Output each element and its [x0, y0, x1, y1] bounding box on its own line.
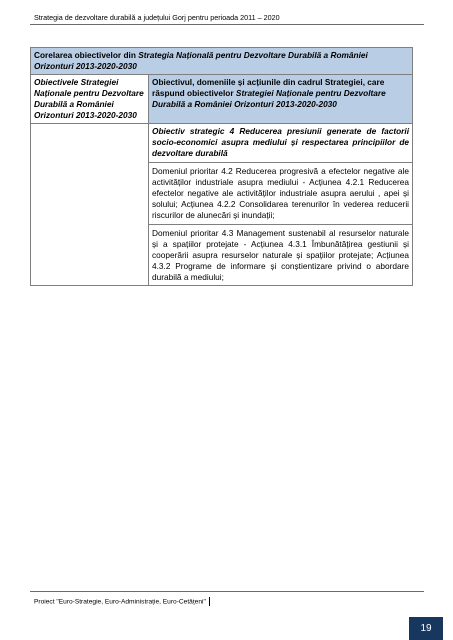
footer-separator — [209, 597, 210, 606]
correlation-table — [30, 47, 413, 286]
priority-domain-4-3: Domeniul prioritar 4.3 Management sustenabil al resurselor naturale și a spațiilor protejate - Acțiunea 4.3.1 Îmbunătățirea gestiunii și cooperării asupra resurselor naturale și spațiilor protejate; Acțiunea 4.3.2 Programe de informare și conștientizare privind o abordare durabilă a mediului; — [149, 224, 412, 283]
column-header-strategy-actions-italic: Strategiei Naționale pentru Dezvoltare Durabilă a României Orizonturi 2013-2020-2030 — [152, 88, 386, 109]
page-footer — [34, 597, 210, 606]
column-header-strategy-actions-prefix: Obiectivul, domeniile și acțiunile din cadrul Strategiei, care răspund obiectivelor — [152, 77, 385, 98]
column-header-national-objectives-text: Obiectivele Strategiei Naționale pentru Dezvoltare Durabilă a României Orizonturi 2013-2020-2030 — [34, 77, 144, 120]
table-title-strategy: Strategia Națională pentru Dezvoltare Durabilă a României Orizonturi 2013-2020-2030 — [34, 50, 368, 71]
priority-domain-4-2: Domeniul prioritar 4.2 Reducerea progresivă a efectelor negative ale activităților industriale asupra mediului - Acțiunea 4.2.1 Reducerea efectelor negative ale activităților industriale asupra aerului , apei și solului; Acțiunea 4.2.2 Consolidarea terenurilor în vederea reducerii riscurilor de alunecări și inundații; — [149, 162, 412, 221]
national-objective-cell — [31, 124, 149, 286]
table-title-prefix: Corelarea obiectivelor din — [34, 50, 139, 60]
page-header: Strategia de dezvoltare durabilă a județului Gorj pentru perioada 2011 – 2020 — [34, 13, 280, 22]
table-title — [31, 48, 413, 75]
column-header-national-objectives — [31, 75, 149, 124]
strategic-objective-4: Obiectiv strategic 4 Reducerea presiunii generate de factorii socio-economici asupra mediului și respectarea principiilor de dezvoltare durabilă — [152, 126, 410, 158]
header-divider — [30, 24, 424, 25]
page-number: 19 — [409, 617, 443, 640]
column-header-strategy-actions — [149, 75, 413, 124]
strategy-actions-cell — [149, 124, 413, 286]
footer-project: Proiect "Euro-Strategie, Euro-Administrație, Euro-Cetățeni" — [34, 598, 206, 606]
footer-divider — [30, 591, 424, 592]
